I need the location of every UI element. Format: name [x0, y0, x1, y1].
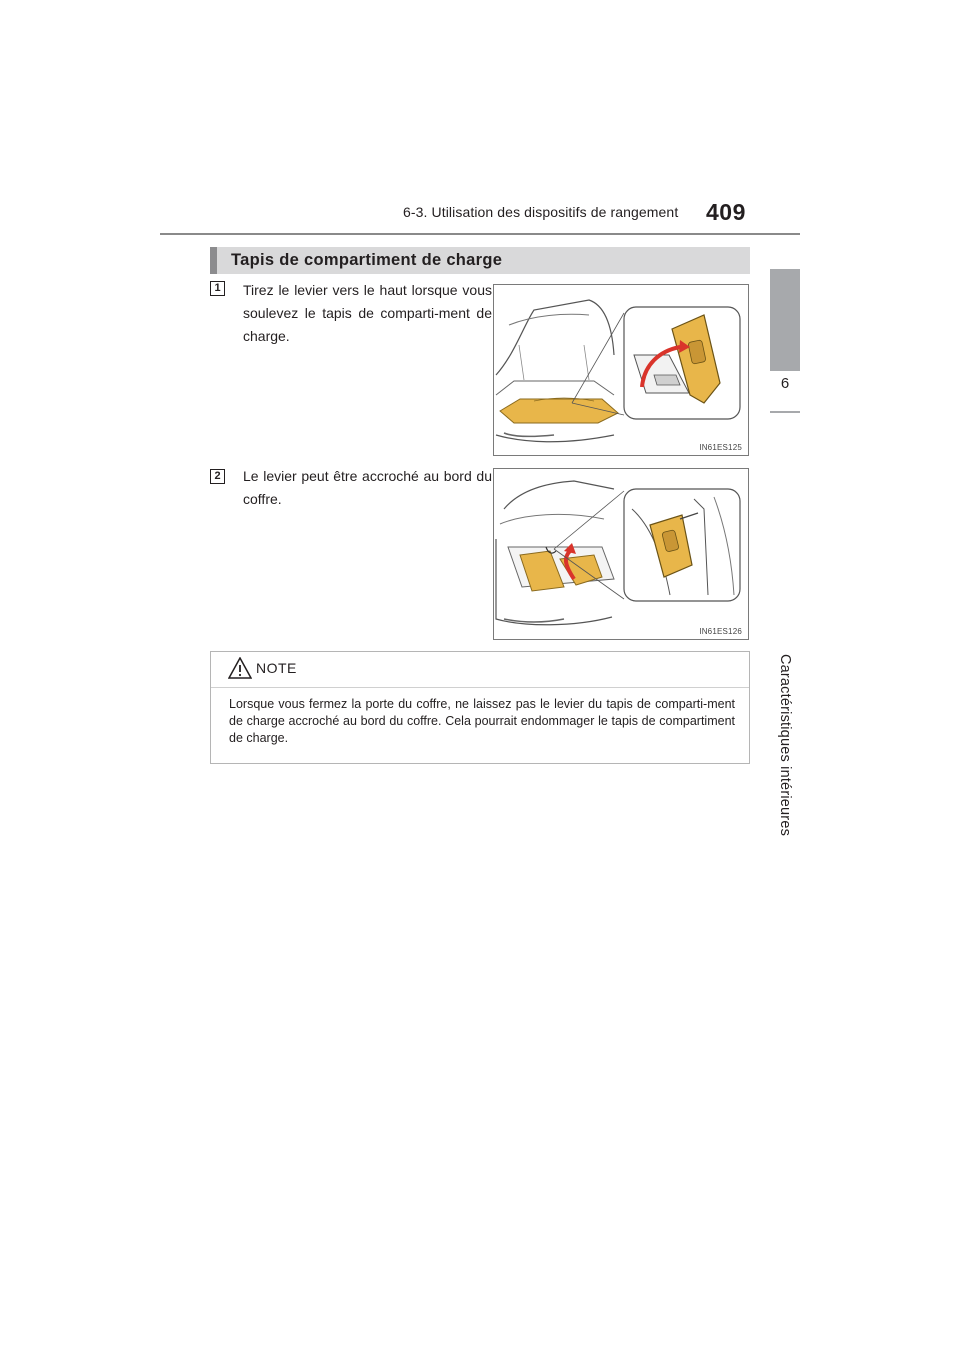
figure-step-2	[493, 468, 749, 640]
warning-icon	[228, 657, 252, 679]
step-2-badge: 2	[210, 469, 225, 484]
trunk-lever-illustration	[494, 285, 748, 455]
chapter-tab-divider	[770, 411, 800, 413]
note-box	[210, 651, 750, 764]
header-divider	[160, 233, 800, 235]
page-number: 409	[706, 199, 746, 225]
step-1-badge: 1	[210, 281, 225, 296]
note-text: Lorsque vous fermez la porte du coffre, ne laissez pas le levier du tapis de comparti-ment de charge accroché au bord du coffre. Cela pourrait endommager le tapis de compartiment de charge.	[229, 697, 735, 745]
section-title-bar	[210, 247, 750, 274]
running-header: 6-3. Utilisation des dispositifs de rangement	[403, 204, 679, 220]
lever-hooked-illustration	[494, 469, 748, 639]
figure-code: IN61ES126	[699, 627, 742, 636]
note-header	[211, 652, 749, 688]
figure-step-1	[493, 284, 749, 456]
note-title: NOTE	[256, 660, 297, 676]
chapter-number: 6	[780, 375, 790, 392]
chapter-title: Caractéristiques intérieures	[777, 653, 793, 837]
step-1-text: Tirez le levier vers le haut lorsque vous soulevez le tapis de comparti-ment de charge.	[243, 282, 492, 344]
chapter-tab	[770, 269, 800, 371]
section-title: Tapis de compartiment de charge	[231, 251, 503, 269]
step-2-text: Le levier peut être accroché au bord du coffre.	[243, 468, 492, 507]
figure-code: IN61ES125	[699, 443, 742, 452]
